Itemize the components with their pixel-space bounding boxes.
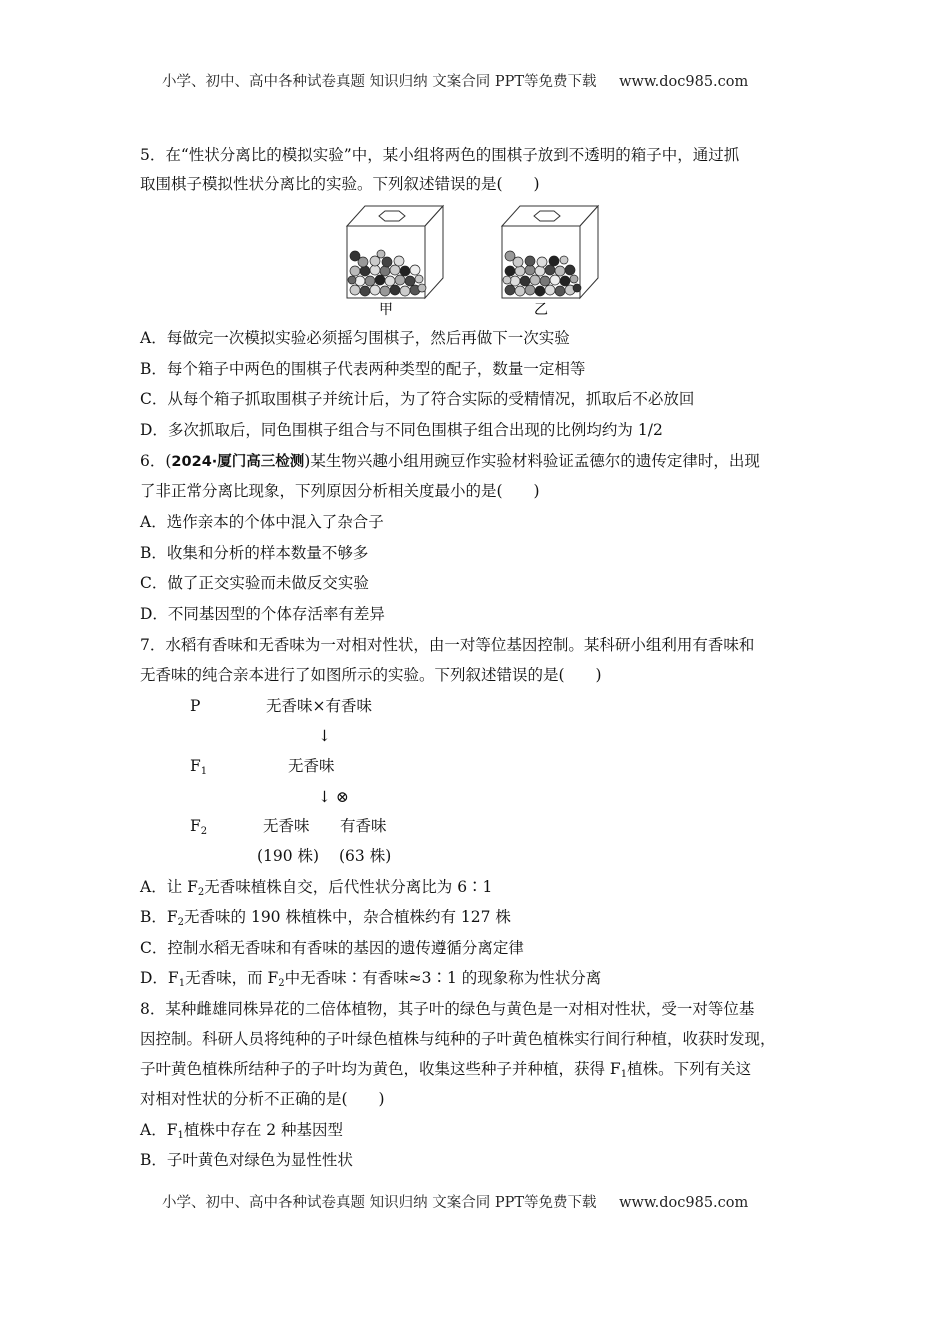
q7-option-d bbox=[140, 968, 601, 994]
q8-option-b: B．子叶黄色对绿色为显性性状 bbox=[140, 1151, 353, 1169]
q7-d-sub2: 2 bbox=[278, 978, 285, 989]
diagram-f2-phenotype-1: 无香味 bbox=[263, 817, 310, 835]
q8-a-part1: A．F bbox=[140, 1121, 178, 1139]
q7-option-c: C．控制水稻无香味和有香味的基因的遗传遵循分离定律 bbox=[140, 939, 524, 957]
q6-stem-line1 bbox=[140, 451, 760, 472]
page-footer bbox=[162, 1191, 748, 1212]
q8-line3-part1: 子叶黄色植株所结种子的子叶均为黄色，收集这些种子并种植，获得 F bbox=[140, 1060, 621, 1078]
q8-line3-sub: 1 bbox=[620, 1069, 628, 1080]
header-text: 小学、初中、高中各种试卷真题 知识归纳 文案合同 PPT等免费下载 bbox=[162, 74, 597, 90]
q8-a-part2: 植株中存在 2 种基因型 bbox=[183, 1121, 344, 1139]
q7-d-part1: D．F bbox=[140, 969, 179, 987]
q5-option-b: B．每个箱子中两色的围棋子代表两种类型的配子，数量一定相等 bbox=[140, 360, 586, 378]
box-jia bbox=[347, 206, 443, 298]
f2-subscript: 2 bbox=[200, 826, 208, 837]
q5-option-c: C．从每个箱子抓取围棋子并统计后，为了符合实际的受精情况，抓取后不必放回 bbox=[140, 390, 695, 408]
header-url: www.doc985.com bbox=[619, 74, 749, 90]
q7-d-part2: 无香味，而 F bbox=[185, 969, 279, 987]
q7-stem-line2: 无香味的纯合亲本进行了如图所示的实验。下列叙述错误的是( ) bbox=[140, 666, 602, 684]
q8-option-a bbox=[140, 1120, 343, 1146]
q8-stem-line2: 因控制。科研人员将纯种的子叶绿色植株与纯种的子叶黄色植株实行间行种植，收获时发现， bbox=[140, 1030, 776, 1048]
q6-option-a: A．选作亲本的个体中混入了杂合子 bbox=[140, 513, 384, 531]
f2-letter: F bbox=[190, 817, 201, 835]
q7-b-sub: 2 bbox=[177, 917, 185, 928]
q5-option-d: D．多次抓取后，同色围棋子组合与不同色围棋子组合出现的比例均约为 1/2 bbox=[140, 421, 663, 439]
q6-option-d: D．不同基因型的个体存活率有差异 bbox=[140, 605, 385, 623]
diagram-f2-label bbox=[190, 816, 207, 842]
q6-stem-rest: )某生物兴趣小组用豌豆作实验材料验证孟德尔的遗传定律时，出现 bbox=[304, 452, 760, 470]
diagram-f1-label bbox=[190, 756, 207, 782]
f1-subscript: 1 bbox=[200, 766, 208, 777]
footer-url: www.doc985.com bbox=[619, 1195, 749, 1211]
box-label-yi: 乙 bbox=[534, 302, 548, 318]
page-header bbox=[162, 70, 748, 91]
q7-d-sub1: 1 bbox=[178, 978, 186, 989]
q8-stem-line4: 对相对性状的分析不正确的是( ) bbox=[140, 1090, 385, 1108]
diagram-f2-count-2: (63 株) bbox=[339, 847, 392, 865]
q5-stem-line2: 取围棋子模拟性状分离比的实验。下列叙述错误的是( ) bbox=[140, 175, 540, 193]
q5-stem-line1: 5．在“性状分离比的模拟实验”中，某小组将两色的围棋子放到不透明的箱子中，通过抓 bbox=[140, 146, 740, 164]
q8-stem-line1: 8．某种雌雄同株异花的二倍体植物，其子叶的绿色与黄色是一对相对性状，受一对等位基 bbox=[140, 1000, 755, 1018]
f1-letter: F bbox=[190, 757, 201, 775]
q7-a-part2: 无香味植株自交，后代性状分离比为 6∶1 bbox=[204, 878, 493, 896]
diagram-p-label: P bbox=[190, 697, 201, 715]
q5-option-a: A．每做完一次模拟实验必须摇匀围棋子，然后再做下一次实验 bbox=[140, 329, 570, 347]
diagram-f1-phenotype: 无香味 bbox=[288, 757, 335, 775]
q7-a-part1: A．让 F bbox=[140, 878, 198, 896]
q7-option-b bbox=[140, 907, 511, 933]
q7-b-part1: B．F bbox=[140, 908, 178, 926]
q7-d-part3: 中无香味∶有香味≈3∶1 的现象称为性状分离 bbox=[284, 969, 602, 987]
q7-a-sub: 2 bbox=[197, 887, 205, 898]
diagram-f2-count-1: (190 株) bbox=[257, 847, 320, 865]
footer-text: 小学、初中、高中各种试卷真题 知识归纳 文案合同 PPT等免费下载 bbox=[162, 1195, 597, 1211]
q7-b-part2: 无香味的 190 株植株中，杂合植株约有 127 株 bbox=[184, 908, 511, 926]
diagram-p-cross: 无香味×有香味 bbox=[266, 697, 372, 715]
q5-boxes-figure bbox=[335, 200, 615, 320]
diagram-arrow-1: ↓ bbox=[318, 727, 331, 745]
q6-source: 2024·厦门高三检测 bbox=[171, 454, 305, 470]
q6-option-c: C．做了正交实验而未做反交实验 bbox=[140, 574, 369, 592]
q6-option-b: B．收集和分析的样本数量不够多 bbox=[140, 544, 369, 562]
q8-line3-part2: 植株。下列有关这 bbox=[627, 1060, 752, 1078]
diagram-f2-phenotype-2: 有香味 bbox=[340, 817, 387, 835]
q6-stem-line2: 了非正常分离比现象，下列原因分析相关度最小的是( ) bbox=[140, 482, 540, 500]
q7-stem-line1: 7．水稻有香味和无香味为一对相对性状，由一对等位基因控制。某科研小组利用有香味和 bbox=[140, 636, 755, 654]
diagram-arrow-selfing: ↓ ⊗ bbox=[318, 788, 349, 806]
q8-stem-line3 bbox=[140, 1059, 751, 1085]
box-yi bbox=[502, 206, 598, 298]
box-label-jia: 甲 bbox=[379, 302, 393, 318]
q7-option-a bbox=[140, 877, 492, 903]
q8-a-sub: 1 bbox=[177, 1130, 184, 1141]
q6-prefix: 6．( bbox=[140, 452, 172, 470]
